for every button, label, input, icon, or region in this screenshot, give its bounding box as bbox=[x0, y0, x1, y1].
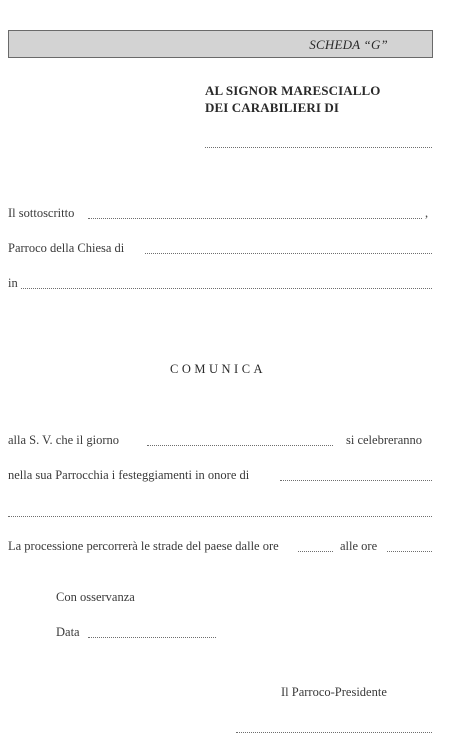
luogo-field[interactable] bbox=[21, 288, 432, 289]
processione-label: La processione percorrerà le strade del paese dalle ore bbox=[8, 539, 279, 553]
signature-field[interactable] bbox=[236, 732, 432, 733]
header-bar bbox=[8, 30, 433, 58]
sottoscritto-field[interactable] bbox=[88, 218, 422, 219]
giorno-label: alla S. V. che il giorno bbox=[8, 433, 119, 447]
alle-ore-field[interactable] bbox=[387, 551, 432, 552]
recipient-city-field[interactable] bbox=[205, 147, 432, 148]
onore-field-continued[interactable] bbox=[8, 516, 432, 517]
data-label: Data bbox=[56, 625, 80, 639]
sottoscritto-label: Il sottoscritto bbox=[8, 206, 75, 220]
chiesa-field[interactable] bbox=[145, 253, 432, 254]
comunica-heading: COMUNICA bbox=[170, 362, 267, 376]
data-field[interactable] bbox=[88, 637, 216, 638]
onore-field[interactable] bbox=[280, 480, 432, 481]
alle-ore-label: alle ore bbox=[340, 539, 378, 553]
parroco-label: Parroco della Chiesa di bbox=[8, 241, 125, 255]
celebreranno-text: si celebreranno bbox=[346, 433, 423, 447]
recipient-line-1: AL SIGNOR MARESCIALLO bbox=[205, 83, 381, 98]
form-code: SCHEDA “G” bbox=[309, 37, 388, 52]
festeggiamenti-label: nella sua Parrocchia i festeggiamenti in onore di bbox=[8, 468, 250, 482]
sottoscritto-comma: , bbox=[425, 206, 429, 220]
dalle-ore-field[interactable] bbox=[298, 551, 333, 552]
in-label: in bbox=[8, 276, 18, 290]
signature-title: Il Parroco-Presidente bbox=[281, 685, 387, 699]
recipient-line-2: DEI CARABILIERI DI bbox=[205, 100, 339, 115]
giorno-field[interactable] bbox=[147, 445, 333, 446]
osservanza-text: Con osservanza bbox=[56, 590, 135, 604]
